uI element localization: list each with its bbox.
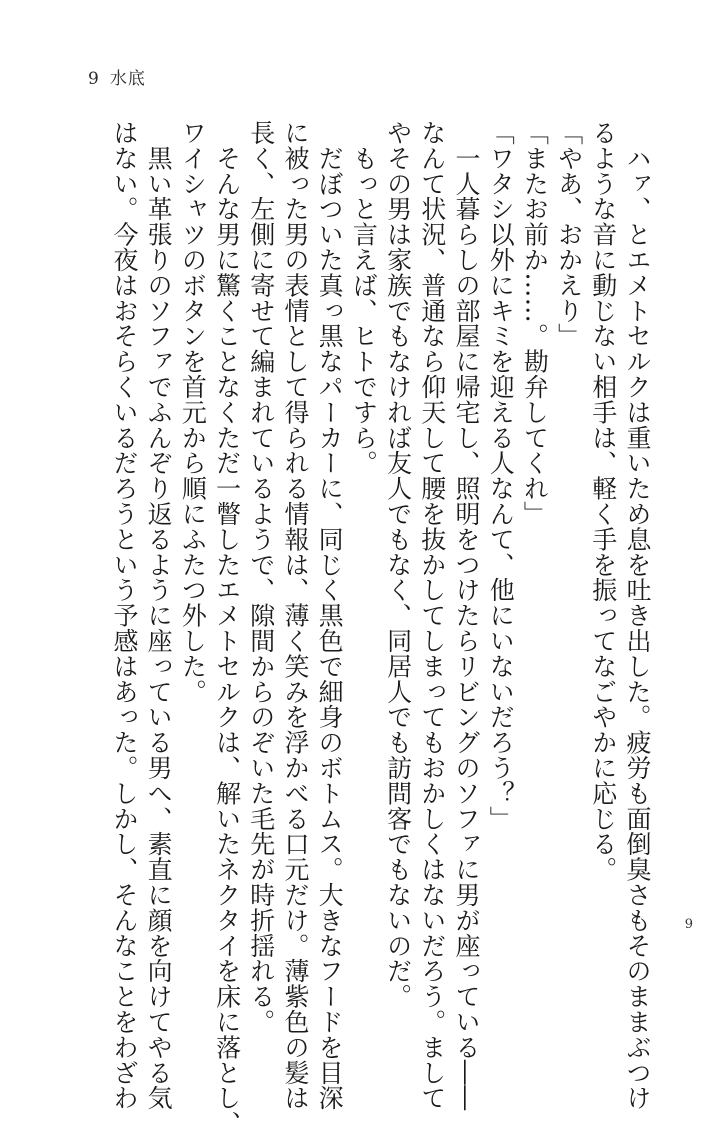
text-line: だぼついた真っ黒なパーカーに、同じく黒色で細身のボトムス。大きなフードを目深 (315, 120, 345, 1111)
text-line: 一人暮らしの部屋に帰宅し、照明をつけたらリビングのソファに男が座っている―― (451, 120, 481, 1111)
text-line: ハァ、とエメトセルクは重いため息を吐き出した。疲労も面倒臭さもそのままぶつけ (623, 120, 652, 1111)
text-line: なんて状況、普通なら仰天して腰を抜かしてしまってもおかしくはないだろう。まして (417, 120, 447, 1111)
text-line: 「またお前か……。勘弁してくれ」 (520, 120, 550, 527)
chapter-title: 水底 (109, 69, 146, 89)
text-line: そんな男に驚くことなくただ一瞥したエメトセルクは、解いたネクタイを床に落とし、 (212, 120, 242, 1136)
text-line: に被った男の表情として得られる情報は、薄く笑みを浮かべる口元だけ。薄紫色の髪は (280, 120, 310, 1111)
text-line: 「やあ、おかえり」 (554, 120, 584, 349)
text-line: 「ワタシ以外にキミを迎える人なんて、他にいないだろう？」 (486, 120, 516, 832)
text-line: はない。今夜はおそらくいるだろうという予感はあった。しかし、そんなことをわざわ (109, 120, 139, 1111)
text-line: やその男は家族でもなければ友人でもなく、同居人でも訪問客でもないのだ。 (383, 120, 413, 1009)
text-line: るような音に動じない相手は、軽く手を振ってなごやかに応じる。 (588, 120, 618, 882)
text-line: 黒い革張りのソファでふんぞり返るように座っている男へ、素直に顔を向けてやる気 (144, 120, 174, 1111)
chapter-number: 9 (88, 69, 100, 89)
text-line: 長く、左側に寄せて編まれているようで、隙間からのぞいた毛先が時折揺れる。 (246, 120, 276, 1035)
text-line: ワイシャツのボタンを首元から順にふたつ外した。 (178, 120, 208, 705)
body-text (92, 120, 654, 1136)
running-head (88, 64, 146, 89)
page-number: 9 (684, 917, 693, 932)
text-line: もっと言えば、ヒトですら。 (349, 120, 379, 476)
